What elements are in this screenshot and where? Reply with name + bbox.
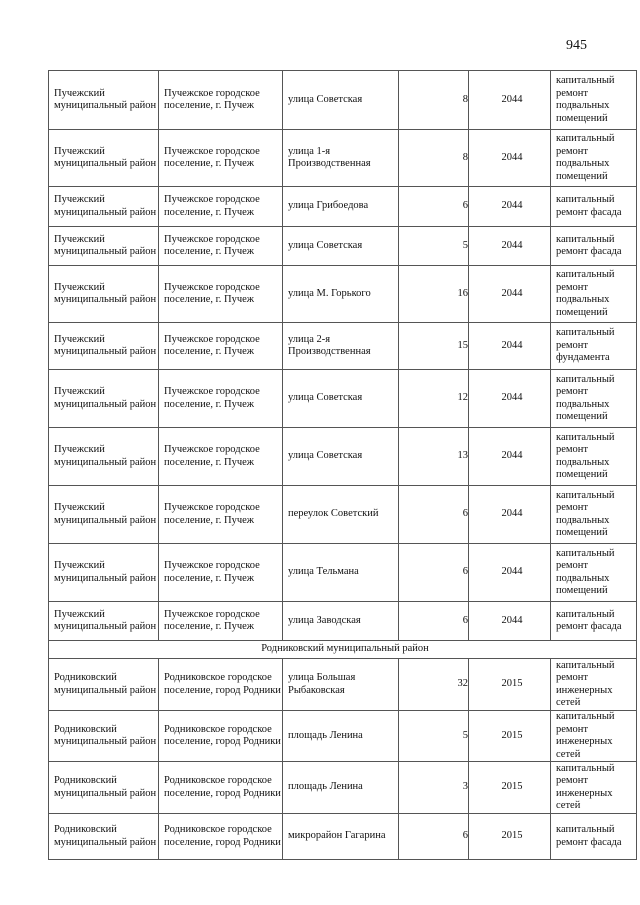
year-cell: 2044 xyxy=(469,187,551,227)
municipality-cell: Пучежский муниципальный район xyxy=(49,486,159,544)
settlement-cell: Родниковское городское поселение, город Родники xyxy=(159,814,283,860)
house-number-cell: 12 xyxy=(399,370,469,428)
municipality-cell: Родниковский муниципальный район xyxy=(49,814,159,860)
year-cell: 2044 xyxy=(469,428,551,486)
work-type-cell: капитальный ремонт подвальных помещений xyxy=(551,428,637,486)
settlement-cell: Пучежское городское поселение, г. Пучеж xyxy=(159,370,283,428)
table-row xyxy=(49,711,637,762)
street-cell: переулок Советский xyxy=(283,486,399,544)
street-cell: улица Грибоедова xyxy=(283,187,399,227)
table-row xyxy=(49,187,637,227)
year-cell: 2044 xyxy=(469,71,551,130)
house-number-cell: 16 xyxy=(399,266,469,323)
street-cell: площадь Ленина xyxy=(283,711,399,762)
table-row xyxy=(49,71,637,130)
house-number-cell: 32 xyxy=(399,659,469,711)
year-cell: 2044 xyxy=(469,602,551,641)
house-number-cell: 6 xyxy=(399,544,469,602)
house-number-cell: 15 xyxy=(399,323,469,370)
municipality-cell: Родниковский муниципальный район xyxy=(49,711,159,762)
street-cell: улица 1-я Производственная xyxy=(283,130,399,187)
table-row xyxy=(49,227,637,266)
municipality-cell: Пучежский муниципальный район xyxy=(49,544,159,602)
municipality-cell: Пучежский муниципальный район xyxy=(49,602,159,641)
house-number-cell: 5 xyxy=(399,227,469,266)
municipality-cell: Пучежский муниципальный район xyxy=(49,227,159,266)
settlement-cell: Пучежское городское поселение, г. Пучеж xyxy=(159,486,283,544)
year-cell: 2044 xyxy=(469,266,551,323)
year-cell: 2015 xyxy=(469,814,551,860)
table-row xyxy=(49,544,637,602)
municipality-cell: Пучежский муниципальный район xyxy=(49,71,159,130)
work-type-cell: капитальный ремонт подвальных помещений xyxy=(551,486,637,544)
settlement-cell: Пучежское городское поселение, г. Пучеж xyxy=(159,323,283,370)
settlement-cell: Пучежское городское поселение, г. Пучеж xyxy=(159,602,283,641)
work-type-cell: капитальный ремонт инженерных сетей xyxy=(551,762,637,814)
street-cell: площадь Ленина xyxy=(283,762,399,814)
work-type-cell: капитальный ремонт подвальных помещений xyxy=(551,544,637,602)
settlement-cell: Пучежское городское поселение, г. Пучеж xyxy=(159,428,283,486)
work-type-cell: капитальный ремонт фасада xyxy=(551,814,637,860)
house-number-cell: 6 xyxy=(399,602,469,641)
municipality-cell: Родниковский муниципальный район xyxy=(49,762,159,814)
settlement-cell: Пучежское городское поселение, г. Пучеж xyxy=(159,544,283,602)
street-cell: микрорайон Гагарина xyxy=(283,814,399,860)
year-cell: 2044 xyxy=(469,130,551,187)
house-number-cell: 6 xyxy=(399,814,469,860)
section-row xyxy=(49,641,637,659)
year-cell: 2044 xyxy=(469,323,551,370)
table-row xyxy=(49,266,637,323)
year-cell: 2015 xyxy=(469,711,551,762)
house-number-cell: 5 xyxy=(399,711,469,762)
settlement-cell: Пучежское городское поселение, г. Пучеж xyxy=(159,187,283,227)
settlement-cell: Родниковское городское поселение, город Родники xyxy=(159,659,283,711)
year-cell: 2015 xyxy=(469,762,551,814)
work-type-cell: капитальный ремонт подвальных помещений xyxy=(551,370,637,428)
table-row xyxy=(49,762,637,814)
work-type-cell: капитальный ремонт фасада xyxy=(551,602,637,641)
year-cell: 2015 xyxy=(469,659,551,711)
house-number-cell: 8 xyxy=(399,130,469,187)
street-cell: улица М. Горького xyxy=(283,266,399,323)
work-type-cell: капитальный ремонт подвальных помещений xyxy=(551,266,637,323)
house-number-cell: 3 xyxy=(399,762,469,814)
municipality-cell: Родниковский муниципальный район xyxy=(49,659,159,711)
street-cell: улица Советская xyxy=(283,428,399,486)
year-cell: 2044 xyxy=(469,544,551,602)
work-type-cell: капитальный ремонт подвальных помещений xyxy=(551,71,637,130)
municipality-cell: Пучежский муниципальный район xyxy=(49,370,159,428)
house-number-cell: 6 xyxy=(399,187,469,227)
street-cell: улица Заводская xyxy=(283,602,399,641)
work-type-cell: капитальный ремонт фасада xyxy=(551,187,637,227)
settlement-cell: Пучежское городское поселение, г. Пучеж xyxy=(159,227,283,266)
page-number: 945 xyxy=(566,38,587,53)
work-type-cell: капитальный ремонт инженерных сетей xyxy=(551,659,637,711)
year-cell: 2044 xyxy=(469,486,551,544)
municipality-cell: Пучежский муниципальный район xyxy=(49,130,159,187)
table-row xyxy=(49,428,637,486)
work-type-cell: капитальный ремонт фундамента xyxy=(551,323,637,370)
house-number-cell: 13 xyxy=(399,428,469,486)
table-row xyxy=(49,814,637,860)
work-type-cell: капитальный ремонт подвальных помещений xyxy=(551,130,637,187)
settlement-cell: Пучежское городское поселение, г. Пучеж xyxy=(159,130,283,187)
house-number-cell: 8 xyxy=(399,71,469,130)
street-cell: улица Тельмана xyxy=(283,544,399,602)
street-cell: улица Большая Рыбаковская xyxy=(283,659,399,711)
street-cell: улица 2-я Производственная xyxy=(283,323,399,370)
year-cell: 2044 xyxy=(469,227,551,266)
table-row xyxy=(49,602,637,641)
street-cell: улица Советская xyxy=(283,370,399,428)
municipality-cell: Пучежский муниципальный район xyxy=(49,266,159,323)
work-type-cell: капитальный ремонт инженерных сетей xyxy=(551,711,637,762)
settlement-cell: Родниковское городское поселение, город Родники xyxy=(159,762,283,814)
table-row xyxy=(49,659,637,711)
settlement-cell: Пучежское городское поселение, г. Пучеж xyxy=(159,71,283,130)
street-cell: улица Советская xyxy=(283,71,399,130)
table-row xyxy=(49,323,637,370)
municipality-cell: Пучежский муниципальный район xyxy=(49,323,159,370)
municipality-cell: Пучежский муниципальный район xyxy=(49,187,159,227)
year-cell: 2044 xyxy=(469,370,551,428)
table-row xyxy=(49,370,637,428)
municipality-cell: Пучежский муниципальный район xyxy=(49,428,159,486)
settlement-cell: Родниковское городское поселение, город Родники xyxy=(159,711,283,762)
house-number-cell: 6 xyxy=(399,486,469,544)
settlement-cell: Пучежское городское поселение, г. Пучеж xyxy=(159,266,283,323)
section-header-cell: Родниковский муниципальный район xyxy=(49,641,637,659)
work-type-cell: капитальный ремонт фасада xyxy=(551,227,637,266)
table-row xyxy=(49,130,637,187)
table-row xyxy=(49,486,637,544)
repair-schedule-table xyxy=(48,70,637,860)
street-cell: улица Советская xyxy=(283,227,399,266)
